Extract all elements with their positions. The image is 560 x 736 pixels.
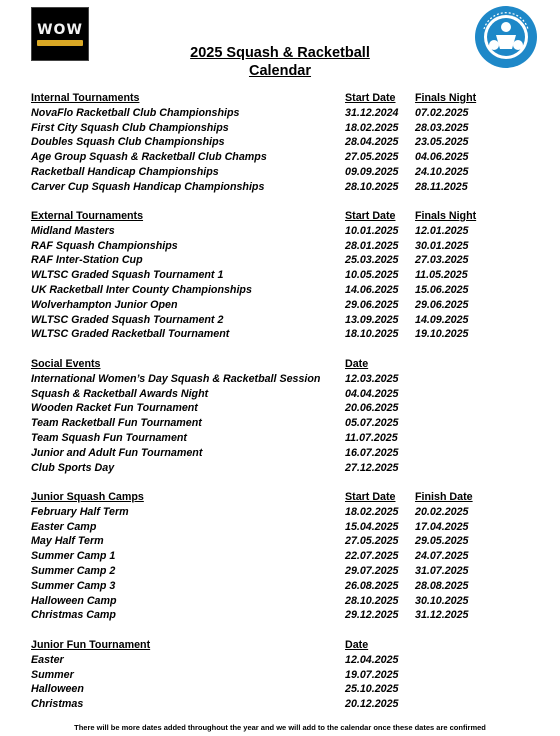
column-header-date: Start Date xyxy=(345,92,396,104)
event-start-date: 10.05.2025 xyxy=(345,269,399,281)
column-header-end-date: Finish Date xyxy=(415,491,473,503)
event-name: Halloween Camp xyxy=(31,595,117,607)
event-end-date: 11.05.2025 xyxy=(415,269,468,281)
event-start-date: 20.06.2025 xyxy=(345,402,399,414)
event-start-date: 15.04.2025 xyxy=(345,521,399,533)
event-end-date: 29.06.2025 xyxy=(415,299,469,311)
column-header-date: Date xyxy=(345,358,369,370)
event-end-date: 14.09.2025 xyxy=(415,314,469,326)
event-start-date: 28.10.2025 xyxy=(345,181,399,193)
event-start-date: 25.10.2025 xyxy=(345,683,399,695)
event-start-date: 10.01.2025 xyxy=(345,225,399,237)
event-end-date: 27.03.2025 xyxy=(415,254,469,266)
event-start-date: 29.07.2025 xyxy=(345,565,399,577)
event-end-date: 30.10.2025 xyxy=(415,595,469,607)
event-name: February Half Term xyxy=(31,506,129,518)
event-start-date: 18.02.2025 xyxy=(345,506,399,518)
section-heading: Social Events xyxy=(31,358,101,370)
event-name: WLTSC Graded Racketball Tournament xyxy=(31,328,230,340)
event-end-date: 24.07.2025 xyxy=(415,550,469,562)
event-start-date: 09.09.2025 xyxy=(345,166,399,178)
event-end-date: 28.08.2025 xyxy=(415,580,469,592)
event-start-date: 12.03.2025 xyxy=(345,373,399,385)
event-name: NovaFlo Racketball Club Championships xyxy=(31,107,240,119)
event-end-date: 20.02.2025 xyxy=(415,506,469,518)
event-name: Halloween xyxy=(31,683,84,695)
event-name: WLTSC Graded Squash Tournament 1 xyxy=(31,269,224,281)
event-start-date: 31.12.2024 xyxy=(345,107,399,119)
event-name: Easter Camp xyxy=(31,521,97,533)
logo-text: WOW xyxy=(37,22,83,38)
event-name: Christmas xyxy=(31,698,84,710)
event-start-date: 19.07.2025 xyxy=(345,669,399,681)
event-start-date: 13.09.2025 xyxy=(345,314,399,326)
event-end-date: 30.01.2025 xyxy=(415,240,469,252)
section-heading: Junior Squash Camps xyxy=(31,491,144,503)
event-start-date: 20.12.2025 xyxy=(345,698,399,710)
event-name: May Half Term xyxy=(31,535,104,547)
event-name: Summer Camp 1 xyxy=(31,550,116,562)
event-name: Junior and Adult Fun Tournament xyxy=(31,447,203,459)
event-end-date: 23.05.2025 xyxy=(415,136,469,148)
event-name: Christmas Camp xyxy=(31,609,116,621)
event-start-date: 27.12.2025 xyxy=(345,462,399,474)
event-name: Age Group Squash & Racketball Club Champs xyxy=(31,151,267,163)
event-name: RAF Inter-Station Cup xyxy=(31,254,143,266)
column-header-end-date: Finals Night xyxy=(415,92,477,104)
page-subtitle: Calendar xyxy=(248,63,312,79)
column-header-date: Start Date xyxy=(345,210,396,222)
event-name: Squash & Racketball Awards Night xyxy=(31,388,209,400)
event-end-date: 04.06.2025 xyxy=(415,151,469,163)
event-start-date: 05.07.2025 xyxy=(345,417,399,429)
event-end-date: 15.06.2025 xyxy=(415,284,469,296)
event-start-date: 29.12.2025 xyxy=(345,609,399,621)
event-name: Wolverhampton Junior Open xyxy=(31,299,178,311)
event-name: Doubles Squash Club Championships xyxy=(31,136,225,148)
event-name: Club Sports Day xyxy=(31,462,115,474)
event-name: Summer Camp 2 xyxy=(31,565,116,577)
event-name: Summer Camp 3 xyxy=(31,580,116,592)
event-end-date: 19.10.2025 xyxy=(415,328,469,340)
page-title: 2025 Squash & Racketball xyxy=(190,45,370,61)
event-start-date: 27.05.2025 xyxy=(345,535,399,547)
event-name: Team Racketball Fun Tournament xyxy=(31,417,202,429)
event-start-date: 28.01.2025 xyxy=(345,240,399,252)
event-name: Racketball Handicap Championships xyxy=(31,166,219,178)
event-end-date: 07.02.2025 xyxy=(415,107,469,119)
event-start-date: 29.06.2025 xyxy=(345,299,399,311)
event-name: Team Squash Fun Tournament xyxy=(31,432,187,444)
event-start-date: 18.02.2025 xyxy=(345,122,399,134)
event-name: Midland Masters xyxy=(31,225,115,237)
event-end-date: 28.03.2025 xyxy=(415,122,469,134)
event-start-date: 22.07.2025 xyxy=(345,550,399,562)
event-start-date: 04.04.2025 xyxy=(345,388,399,400)
event-start-date: 14.06.2025 xyxy=(345,284,399,296)
event-name: UK Racketball Inter County Championships xyxy=(31,284,252,296)
event-name: First City Squash Club Championships xyxy=(31,122,229,134)
event-end-date: 31.07.2025 xyxy=(415,565,469,577)
section-heading: Junior Fun Tournament xyxy=(31,639,151,651)
event-start-date: 25.03.2025 xyxy=(345,254,399,266)
event-start-date: 11.07.2025 xyxy=(345,432,398,444)
column-header-end-date: Finals Night xyxy=(415,210,477,222)
event-start-date: 26.08.2025 xyxy=(345,580,399,592)
footer-note: There will be more dates added throughout the year and we will add to the calendar once these dates are confirmed xyxy=(74,723,486,732)
event-end-date: 12.01.2025 xyxy=(415,225,469,237)
column-header-date: Start Date xyxy=(345,491,396,503)
event-name: Summer xyxy=(31,669,74,681)
event-name: Easter xyxy=(31,654,64,666)
event-end-date: 17.04.2025 xyxy=(415,521,469,533)
event-name: WLTSC Graded Squash Tournament 2 xyxy=(31,314,224,326)
event-start-date: 16.07.2025 xyxy=(345,447,399,459)
event-start-date: 18.10.2025 xyxy=(345,328,399,340)
event-name: RAF Squash Championships xyxy=(31,240,178,252)
event-start-date: 28.04.2025 xyxy=(345,136,399,148)
event-end-date: 31.12.2025 xyxy=(415,609,469,621)
section-heading: Internal Tournaments xyxy=(31,92,140,104)
event-start-date: 27.05.2025 xyxy=(345,151,399,163)
event-start-date: 28.10.2025 xyxy=(345,595,399,607)
event-name: Wooden Racket Fun Tournament xyxy=(31,402,198,414)
event-end-date: 28.11.2025 xyxy=(415,181,468,193)
section-heading: External Tournaments xyxy=(31,210,144,222)
column-header-date: Date xyxy=(345,639,369,651)
event-end-date: 29.05.2025 xyxy=(415,535,469,547)
event-name: International Women’s Day Squash & Racketball Session xyxy=(31,373,321,385)
event-end-date: 24.10.2025 xyxy=(415,166,469,178)
event-name: Carver Cup Squash Handicap Championships xyxy=(31,181,265,193)
event-start-date: 12.04.2025 xyxy=(345,654,399,666)
